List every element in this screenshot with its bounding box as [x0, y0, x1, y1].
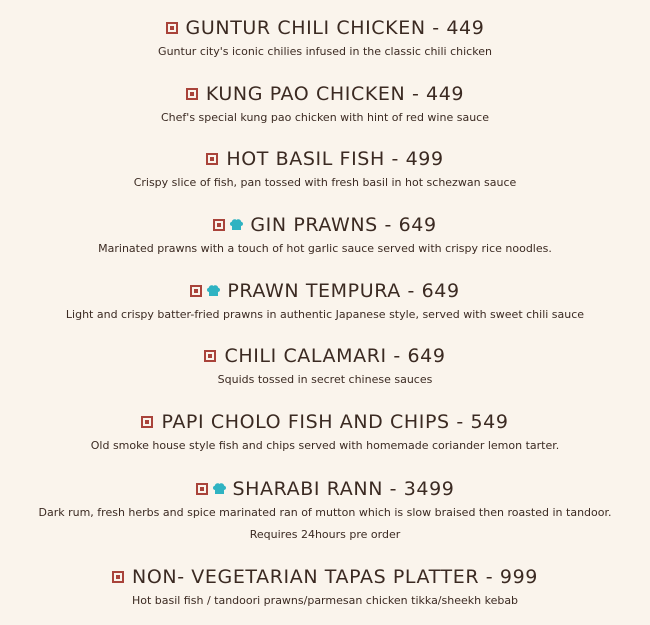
menu-item-title: GIN PRAWNS - 649 — [250, 214, 437, 236]
menu-item — [0, 410, 650, 454]
non-veg-icon — [196, 483, 208, 495]
menu-item-title-row — [0, 477, 650, 501]
menu-item — [0, 16, 650, 60]
non-veg-icon — [204, 350, 216, 362]
menu-item-title: GUNTUR CHILI CHICKEN - 449 — [185, 17, 485, 39]
menu-item — [0, 279, 650, 323]
menu-item — [0, 147, 650, 191]
menu-item-title-row — [0, 565, 650, 589]
non-veg-icon — [213, 219, 225, 231]
menu-item-description: Chef's special kung pao chicken with hint of red wine sauce — [161, 111, 489, 124]
menu-item-description: Crispy slice of fish, pan tossed with fresh basil in hot schezwan sauce — [133, 176, 517, 189]
menu-item-title-row — [0, 16, 650, 40]
menu-item-description: Hot basil fish / tandoori prawns/parmesan chicken tikka/sheekh kebab — [131, 594, 519, 607]
menu-item-description: Guntur city's iconic chilies infused in the classic chili chicken — [158, 45, 492, 58]
menu-item-description: Marinated prawns with a touch of hot garlic sauce served with crispy rice noodles. — [98, 242, 552, 255]
menu-item-title: HOT BASIL FISH - 499 — [226, 148, 444, 170]
menu-item-description: Squids tossed in secret chinese sauces — [217, 373, 433, 386]
menu-item — [0, 477, 650, 543]
non-veg-icon — [141, 416, 153, 428]
non-veg-icon — [206, 153, 218, 165]
chef-hat-icon — [206, 284, 221, 298]
menu-item-title: SHARABI RANN - 3499 — [232, 478, 455, 500]
non-veg-icon — [186, 88, 198, 100]
chef-hat-icon — [229, 218, 244, 232]
menu-item-title: NON- VEGETARIAN TAPAS PLATTER - 999 — [132, 566, 538, 588]
menu-item — [0, 82, 650, 126]
menu-item-description: Old smoke house style fish and chips served with homemade coriander lemon tarter. — [90, 439, 560, 452]
menu-item-title-row — [0, 410, 650, 434]
menu-item-title-row — [0, 147, 650, 171]
menu-item-title-row — [0, 82, 650, 106]
non-veg-icon — [112, 571, 124, 583]
menu-item-title: PAPI CHOLO FISH AND CHIPS - 549 — [161, 411, 509, 433]
menu-item — [0, 565, 650, 609]
menu-item-title-row — [0, 344, 650, 368]
menu-item — [0, 213, 650, 257]
chef-hat-icon — [212, 482, 227, 496]
menu-item-title: CHILI CALAMARI - 649 — [224, 345, 446, 367]
menu-item-title-row — [0, 213, 650, 237]
menu-item-title: PRAWN TEMPURA - 649 — [227, 280, 460, 302]
menu-item-description: Dark rum, fresh herbs and spice marinated ran of mutton which is slow braised then roasted in tandoor. — [38, 506, 612, 519]
non-veg-icon — [190, 285, 202, 297]
menu-item-note: Requires 24hours pre order — [249, 528, 401, 541]
menu-item-title-row — [0, 279, 650, 303]
menu-item-description: Light and crispy batter-fried prawns in authentic Japanese style, served with sweet chili sauce — [65, 308, 585, 321]
non-veg-icon — [166, 22, 178, 34]
menu-item — [0, 344, 650, 388]
menu-item-title: KUNG PAO CHICKEN - 449 — [205, 83, 465, 105]
